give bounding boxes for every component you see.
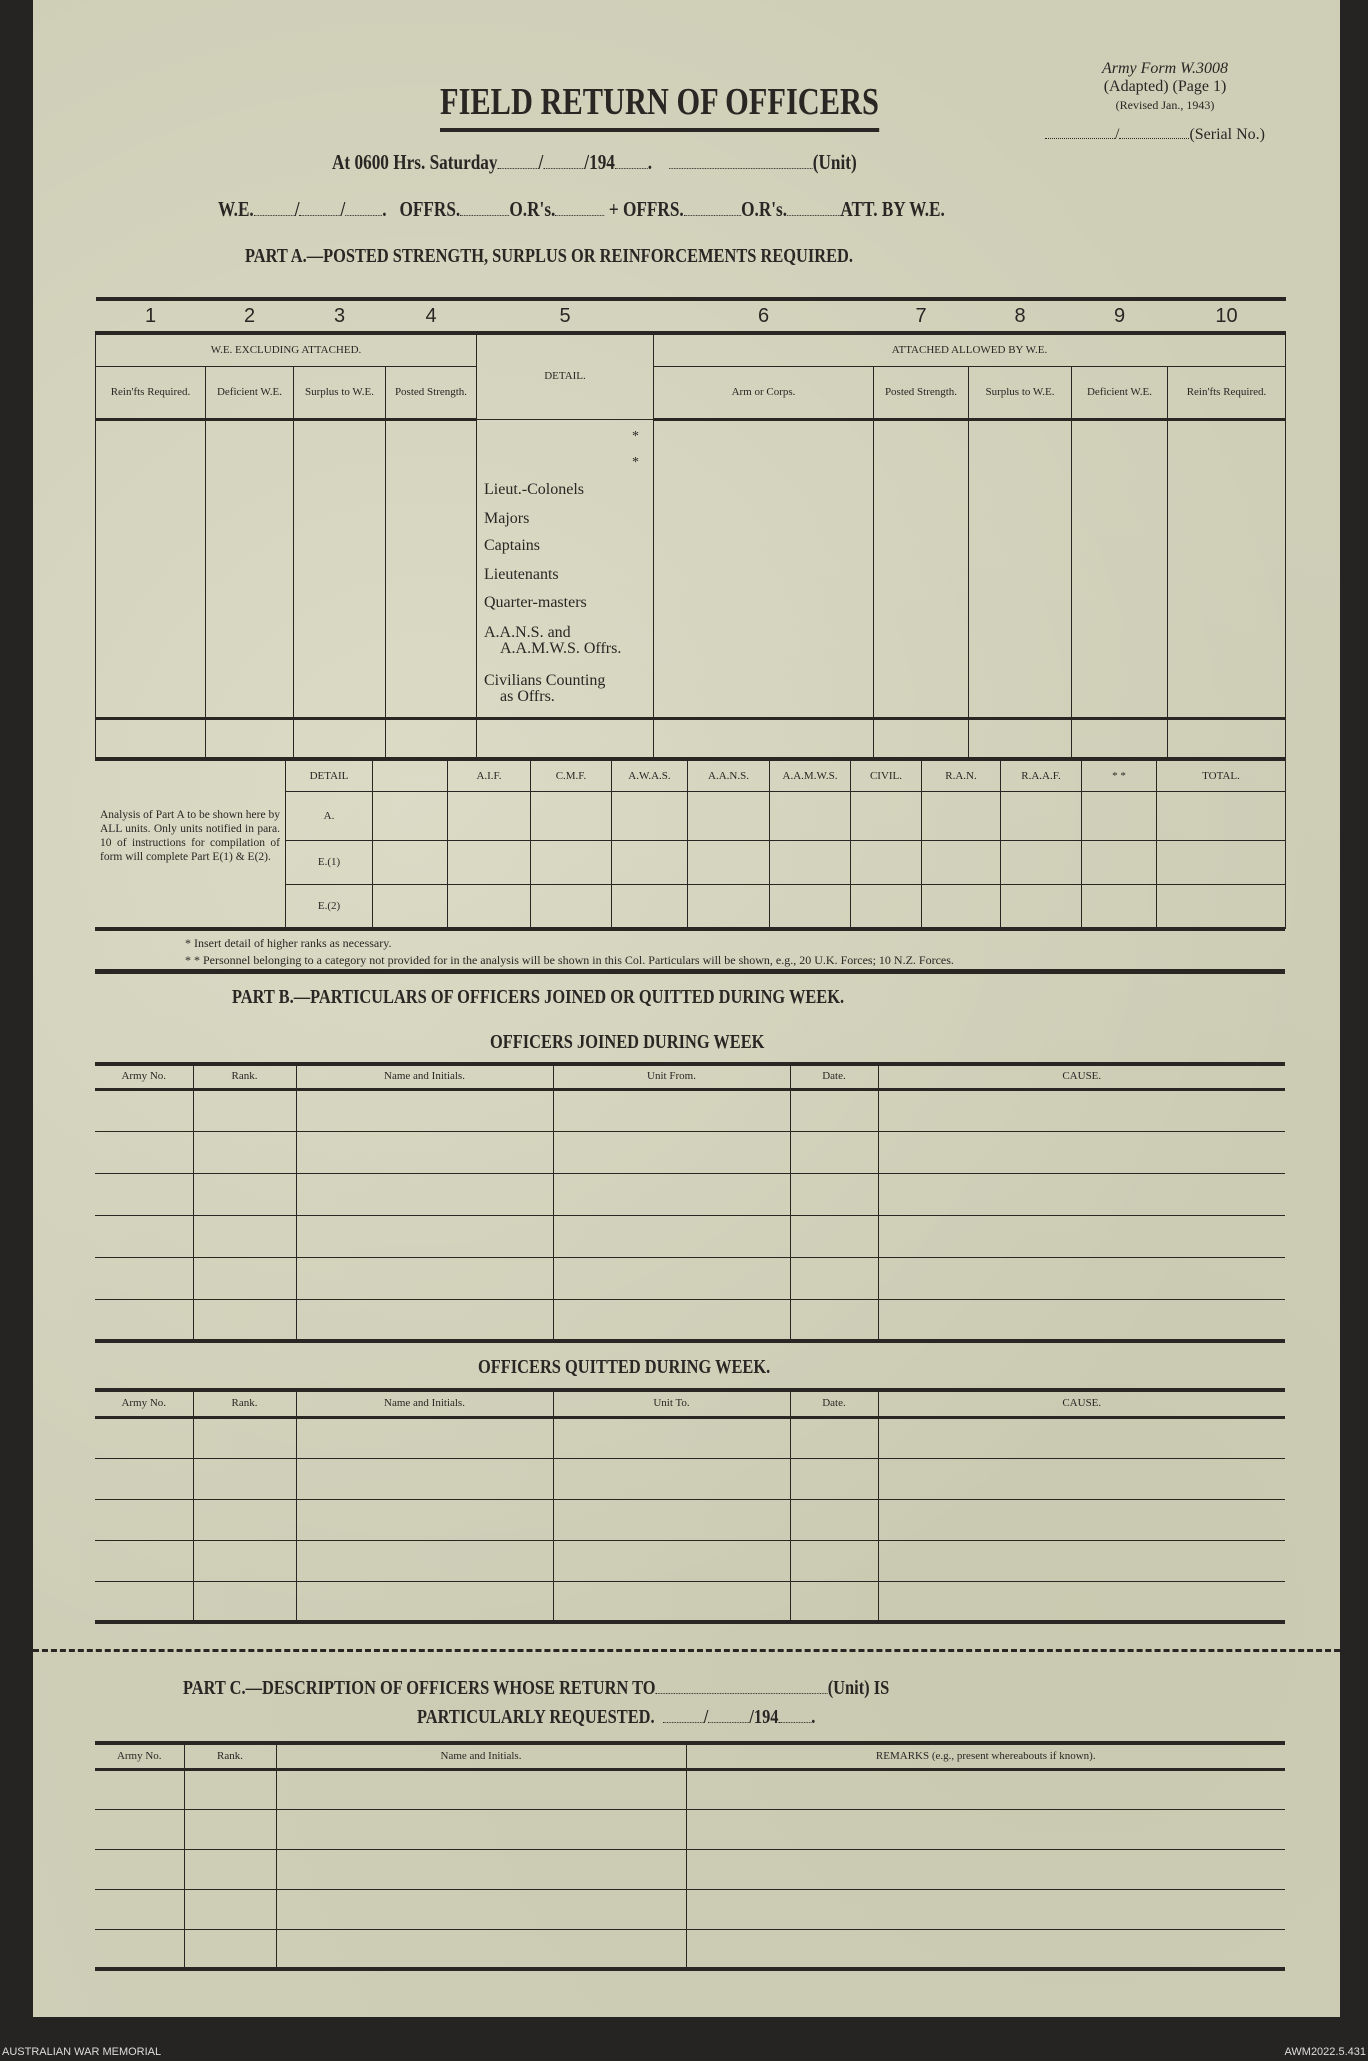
analysis-cell[interactable] [448, 792, 531, 841]
table-row [95, 1889, 1285, 1929]
form-identifier [1075, 60, 1255, 114]
higher-ranks-asterisks: * * [632, 429, 639, 470]
form-revised: (Revised Jan., 1943) [1115, 98, 1215, 112]
strength-cell[interactable] [1072, 419, 1168, 718]
page-title: FIELD RETURN OF OFFICERS [440, 80, 879, 132]
analysis-cell[interactable] [1157, 885, 1286, 929]
analysis-row-label: A. [286, 792, 373, 841]
total-cell[interactable] [294, 718, 386, 759]
offrs-field[interactable] [460, 201, 509, 216]
entry-cell[interactable] [184, 1929, 276, 1969]
entry-cell[interactable] [95, 1257, 193, 1299]
form-adapted: (Adapted) (Page 1) [1103, 78, 1227, 95]
column-number: 6 [654, 299, 874, 333]
rank-label: A.A.N.S. and [484, 624, 571, 641]
entry-cell[interactable] [193, 1417, 296, 1458]
total-cell[interactable] [477, 718, 654, 759]
entry-cell[interactable] [686, 1849, 1285, 1889]
table-row [95, 1417, 1285, 1458]
entry-cell[interactable] [296, 1581, 553, 1622]
offrs-att-label: OFFRS. [622, 197, 684, 221]
entry-cell[interactable] [193, 1458, 296, 1499]
analysis-cell[interactable] [770, 792, 851, 841]
entry-cell[interactable] [95, 1458, 193, 1499]
entry-cell[interactable] [790, 1540, 878, 1581]
column-header: CAUSE. [878, 1390, 1285, 1417]
entry-cell[interactable] [878, 1499, 1285, 1540]
entry-cell[interactable] [790, 1299, 878, 1341]
analysis-cell[interactable] [851, 841, 922, 885]
column-header: REMARKS (e.g., present whereabouts if known). [686, 1743, 1285, 1769]
total-cell[interactable] [874, 718, 969, 759]
entry-cell[interactable] [276, 1849, 686, 1889]
entry-cell[interactable] [193, 1540, 296, 1581]
analysis-header: DETAIL [286, 761, 373, 792]
column-number: 7 [874, 299, 969, 333]
column-header: Surplus to W.E. [969, 366, 1072, 419]
entry-cell[interactable] [878, 1257, 1285, 1299]
officers-quitted-table [95, 1388, 1285, 1624]
column-header: Name and Initials. [296, 1064, 553, 1089]
entry-cell[interactable] [296, 1215, 553, 1257]
analysis-row [286, 841, 1286, 885]
table-row [95, 1458, 1285, 1499]
month-field[interactable] [543, 154, 584, 169]
table-row [95, 1173, 1285, 1215]
ors-label: O.R's. [509, 197, 556, 221]
rank-label: as Offrs. [500, 688, 555, 705]
part-c-subheading: PARTICULARLY REQUESTED. / /194 . [417, 1706, 816, 1728]
entry-cell[interactable] [553, 1299, 790, 1341]
table-row [95, 1499, 1285, 1540]
column-header: Rein'fts Required. [96, 366, 206, 419]
entry-cell[interactable] [878, 1089, 1285, 1131]
entry-cell[interactable] [193, 1581, 296, 1622]
column-header: Deficient W.E. [206, 366, 294, 419]
analysis-cell[interactable] [1001, 841, 1082, 885]
credit-left: AUSTRALIAN WAR MEMORIAL [2, 2046, 162, 2058]
tear-line [33, 1649, 1340, 1652]
quitted-title: OFFICERS QUITTED DURING WEEK. [478, 1356, 771, 1378]
entry-cell[interactable] [95, 1540, 193, 1581]
strength-cell[interactable] [294, 419, 386, 718]
entry-cell[interactable] [193, 1131, 296, 1173]
analysis-note: Analysis of Part A to be shown here by ALL units. Only units notified in para. 10 of instructions for compilation of form will complete Part E(1) & E(2). [100, 809, 280, 863]
entry-cell[interactable] [878, 1540, 1285, 1581]
header-row [95, 1064, 1285, 1089]
entry-cell[interactable] [878, 1458, 1285, 1499]
analysis-row-label: E.(2) [286, 885, 373, 929]
analysis-header: C.M.F. [531, 761, 612, 792]
unit-label: (Unit) [812, 150, 857, 174]
officers-joined-table [95, 1062, 1285, 1343]
entry-cell[interactable] [790, 1458, 878, 1499]
column-number: 8 [969, 299, 1072, 333]
column-header: CAUSE. [878, 1064, 1285, 1089]
analysis-cell[interactable] [922, 792, 1001, 841]
analysis-cell[interactable] [851, 792, 922, 841]
footnote-higher-ranks: * Insert detail of higher ranks as necessary. [185, 936, 392, 950]
column-header: Posted Strength. [874, 366, 969, 419]
column-header: Unit To. [553, 1390, 790, 1417]
rank-label: A.A.M.W.S. Offrs. [500, 640, 622, 657]
entry-cell[interactable] [296, 1089, 553, 1131]
analysis-cell[interactable] [1001, 792, 1082, 841]
entry-cell[interactable] [95, 1299, 193, 1341]
total-cell[interactable] [1072, 718, 1168, 759]
table-row [95, 1769, 1285, 1809]
we-label: W.E. [218, 197, 254, 221]
total-cell[interactable] [206, 718, 294, 759]
entry-cell[interactable] [296, 1299, 553, 1341]
column-header: Rank. [184, 1743, 276, 1769]
part-c-table [95, 1741, 1285, 1971]
analysis-cell[interactable] [373, 885, 448, 929]
plus-sign: + [608, 197, 619, 221]
column-header: Date. [790, 1390, 878, 1417]
offrs-label: OFFRS. [399, 197, 461, 221]
analysis-header: CIVIL. [851, 761, 922, 792]
entry-cell[interactable] [686, 1889, 1285, 1929]
analysis-cell[interactable] [770, 885, 851, 929]
entry-cell[interactable] [95, 1215, 193, 1257]
column-header: Rank. [193, 1390, 296, 1417]
analysis-header: * * [1082, 761, 1157, 792]
entry-cell[interactable] [553, 1499, 790, 1540]
entry-cell[interactable] [95, 1929, 184, 1969]
entry-cell[interactable] [553, 1215, 790, 1257]
entry-cell[interactable] [95, 1173, 193, 1215]
entry-cell[interactable] [296, 1417, 553, 1458]
entry-cell[interactable] [193, 1299, 296, 1341]
entry-cell[interactable] [790, 1581, 878, 1622]
table-row [95, 1540, 1285, 1581]
analysis-cell[interactable] [1082, 841, 1157, 885]
part-b-heading: PART B.—PARTICULARS OF OFFICERS JOINED OR QUITTED DURING WEEK. [232, 986, 845, 1008]
rank-label: Civilians Counting [484, 672, 606, 689]
entry-cell[interactable] [276, 1769, 686, 1809]
joined-title: OFFICERS JOINED DURING WEEK [490, 1031, 765, 1053]
analysis-cell[interactable] [612, 792, 688, 841]
total-cell[interactable] [654, 718, 874, 759]
analysis-header: A.A.N.S. [688, 761, 770, 792]
entry-cell[interactable] [790, 1089, 878, 1131]
offrs-att-field[interactable] [684, 201, 741, 216]
strength-cell[interactable] [96, 419, 206, 718]
column-number: 1 [96, 299, 206, 333]
part-a-heading: PART A.—POSTED STRENGTH, SURPLUS OR REINFORCEMENTS REQUIRED. [245, 245, 854, 267]
entry-cell[interactable] [878, 1581, 1285, 1622]
entry-cell[interactable] [686, 1929, 1285, 1969]
footnote-other-personnel: * * Personnel belonging to a category not provided for in the analysis will be shown in this Col. Particulars will be shown, e.g., 20 U.K. Forces; 10 N.Z. Forces. [185, 953, 954, 967]
table-row [95, 1299, 1285, 1341]
entry-cell[interactable] [95, 1809, 184, 1849]
entry-cell[interactable] [878, 1417, 1285, 1458]
analysis-cell[interactable] [1082, 885, 1157, 929]
analysis-row-label: E.(1) [286, 841, 373, 885]
analysis-cell[interactable] [1082, 792, 1157, 841]
entry-cell[interactable] [193, 1257, 296, 1299]
entry-cell[interactable] [790, 1257, 878, 1299]
entry-cell[interactable] [296, 1131, 553, 1173]
att-label: ATT. BY W.E. [840, 197, 945, 221]
analysis-cell[interactable] [770, 841, 851, 885]
entry-cell[interactable] [95, 1889, 184, 1929]
column-header: Date. [790, 1064, 878, 1089]
strength-cell[interactable] [969, 419, 1072, 718]
analysis-header: A.W.A.S. [612, 761, 688, 792]
ors-field[interactable] [555, 201, 604, 216]
entry-cell[interactable] [790, 1499, 878, 1540]
column-header: Deficient W.E. [1072, 366, 1168, 419]
analysis-cell[interactable] [851, 885, 922, 929]
entry-cell[interactable] [686, 1809, 1285, 1849]
entry-cell[interactable] [296, 1540, 553, 1581]
entry-cell[interactable] [184, 1889, 276, 1929]
analysis-cell[interactable] [373, 792, 448, 841]
date-unit-line: At 0600 Hrs. Saturday / /194 . (Unit) [332, 150, 857, 174]
entry-cell[interactable] [95, 1849, 184, 1889]
ors-att-label: O.R's. [741, 197, 788, 221]
entry-cell[interactable] [184, 1769, 276, 1809]
time-label: At 0600 Hrs. Saturday [332, 150, 498, 174]
entry-cell[interactable] [296, 1458, 553, 1499]
analysis-cell[interactable] [531, 841, 612, 885]
table-row [95, 1581, 1285, 1622]
total-cell[interactable] [96, 718, 206, 759]
analysis-cell[interactable] [688, 885, 770, 929]
total-cell[interactable] [1168, 718, 1286, 759]
rank-label: Quarter-masters [484, 594, 587, 611]
table-row [95, 1257, 1285, 1299]
analysis-cell[interactable] [531, 885, 612, 929]
entry-cell[interactable] [686, 1769, 1285, 1809]
column-header: Posted Strength. [386, 366, 477, 419]
analysis-header: R.A.A.F. [1001, 761, 1082, 792]
entry-cell[interactable] [296, 1173, 553, 1215]
rank-label: Majors [484, 510, 530, 527]
entry-cell[interactable] [553, 1089, 790, 1131]
group-header-attached: ATTACHED ALLOWED BY W.E. [654, 333, 1286, 366]
column-header: Name and Initials. [296, 1390, 553, 1417]
entry-cell[interactable] [553, 1540, 790, 1581]
entry-cell[interactable] [193, 1173, 296, 1215]
column-number: 3 [294, 299, 386, 333]
entry-cell[interactable] [95, 1089, 193, 1131]
column-header: Arm or Corps. [654, 366, 874, 419]
analysis-cell[interactable] [922, 841, 1001, 885]
entry-cell[interactable] [276, 1929, 686, 1969]
analysis-cell[interactable] [448, 841, 531, 885]
column-number: 4 [386, 299, 477, 333]
analysis-header: TOTAL. [1157, 761, 1286, 792]
footnotes [185, 935, 954, 969]
column-header: Unit From. [553, 1064, 790, 1089]
analysis-cell[interactable] [612, 841, 688, 885]
analysis-header: A.I.F. [448, 761, 531, 792]
column-number: 9 [1072, 299, 1168, 333]
column-number: 10 [1168, 299, 1286, 333]
strength-cell[interactable] [874, 419, 969, 718]
rank-label: Lieutenants [484, 566, 559, 583]
entry-cell[interactable] [553, 1131, 790, 1173]
analysis-cell[interactable] [922, 885, 1001, 929]
entry-cell[interactable] [878, 1131, 1285, 1173]
analysis-cell[interactable] [1157, 841, 1286, 885]
entry-cell[interactable] [95, 1581, 193, 1622]
entry-cell[interactable] [276, 1809, 686, 1849]
part-c-heading: PART C.—DESCRIPTION OF OFFICERS WHOSE RETURN TO (Unit) IS [183, 1677, 890, 1699]
rank-label: Captains [484, 537, 540, 554]
day-field[interactable] [498, 154, 539, 169]
year-label: /194 [584, 150, 615, 174]
analysis-cell[interactable] [688, 792, 770, 841]
strength-cell[interactable] [386, 419, 477, 718]
header-row [95, 1390, 1285, 1417]
analysis-header: A.A.M.W.S. [770, 761, 851, 792]
strength-cell[interactable] [206, 419, 294, 718]
analysis-cell[interactable] [612, 885, 688, 929]
column-header: Rank. [193, 1064, 296, 1089]
entry-cell[interactable] [553, 1257, 790, 1299]
entry-cell[interactable] [95, 1131, 193, 1173]
analysis-row [286, 792, 1286, 841]
header-row [95, 1743, 1285, 1769]
strength-cell[interactable] [1168, 419, 1286, 718]
entry-cell[interactable] [184, 1849, 276, 1889]
column-header: Name and Initials. [276, 1743, 686, 1769]
table-row [95, 1089, 1285, 1131]
analysis-cell[interactable] [1157, 792, 1286, 841]
entry-cell[interactable] [553, 1458, 790, 1499]
serial-label: (Serial No.) [1189, 126, 1265, 143]
strength-cell[interactable] [654, 419, 874, 718]
ors-att-field[interactable] [787, 201, 840, 216]
table-row [95, 1849, 1285, 1889]
part-a-table [95, 297, 1286, 760]
entry-cell[interactable] [193, 1215, 296, 1257]
entry-cell[interactable] [553, 1173, 790, 1215]
entry-cell[interactable] [95, 1417, 193, 1458]
entry-cell[interactable] [790, 1417, 878, 1458]
we-line: W.E. / / . OFFRS. O.R's. + OFFRS. O.R's. ATT. BY W.E. [218, 197, 945, 221]
column-number: 2 [206, 299, 294, 333]
analysis-header [373, 761, 448, 792]
table-row [95, 1131, 1285, 1173]
detail-header: DETAIL. [477, 333, 654, 419]
entry-cell[interactable] [790, 1173, 878, 1215]
column-header: Rein'fts Required. [1168, 366, 1286, 419]
analysis-table [285, 760, 1286, 929]
table-row [95, 1929, 1285, 1969]
column-header: Army No. [95, 1390, 193, 1417]
entry-cell[interactable] [95, 1499, 193, 1540]
entry-cell[interactable] [193, 1499, 296, 1540]
entry-cell[interactable] [193, 1089, 296, 1131]
entry-cell[interactable] [184, 1809, 276, 1849]
entry-cell[interactable] [296, 1499, 553, 1540]
entry-cell[interactable] [790, 1131, 878, 1173]
return-unit-field[interactable] [656, 1679, 828, 1694]
rank-label: Lieut.-Colonels [484, 481, 584, 498]
column-header: Surplus to W.E. [294, 366, 386, 419]
unit-field[interactable] [669, 154, 813, 169]
serial-number-field[interactable]: / (Serial No.) [1045, 124, 1265, 144]
analysis-cell[interactable] [531, 792, 612, 841]
column-header: Army No. [95, 1064, 193, 1089]
table-row [95, 1809, 1285, 1849]
group-header-we: W.E. EXCLUDING ATTACHED. [96, 333, 477, 366]
entry-cell[interactable] [878, 1215, 1285, 1257]
analysis-cell[interactable] [1001, 885, 1082, 929]
entry-cell[interactable] [276, 1889, 686, 1929]
total-cell[interactable] [969, 718, 1072, 759]
entry-cell[interactable] [296, 1257, 553, 1299]
total-cell[interactable] [386, 718, 477, 759]
credit-right: AWM2022.5.431 [1284, 2046, 1366, 2058]
entry-cell[interactable] [790, 1215, 878, 1257]
analysis-cell[interactable] [373, 841, 448, 885]
column-number: 5 [477, 299, 654, 333]
table-row [95, 1215, 1285, 1257]
entry-cell[interactable] [553, 1417, 790, 1458]
entry-cell[interactable] [878, 1299, 1285, 1341]
entry-cell[interactable] [553, 1581, 790, 1622]
column-header: Army No. [95, 1743, 184, 1769]
analysis-cell[interactable] [688, 841, 770, 885]
analysis-row [286, 885, 1286, 929]
entry-cell[interactable] [878, 1173, 1285, 1215]
entry-cell[interactable] [95, 1769, 184, 1809]
analysis-header: R.A.N. [922, 761, 1001, 792]
form-number: Army Form W.3008 [1101, 60, 1229, 77]
analysis-cell[interactable] [448, 885, 531, 929]
